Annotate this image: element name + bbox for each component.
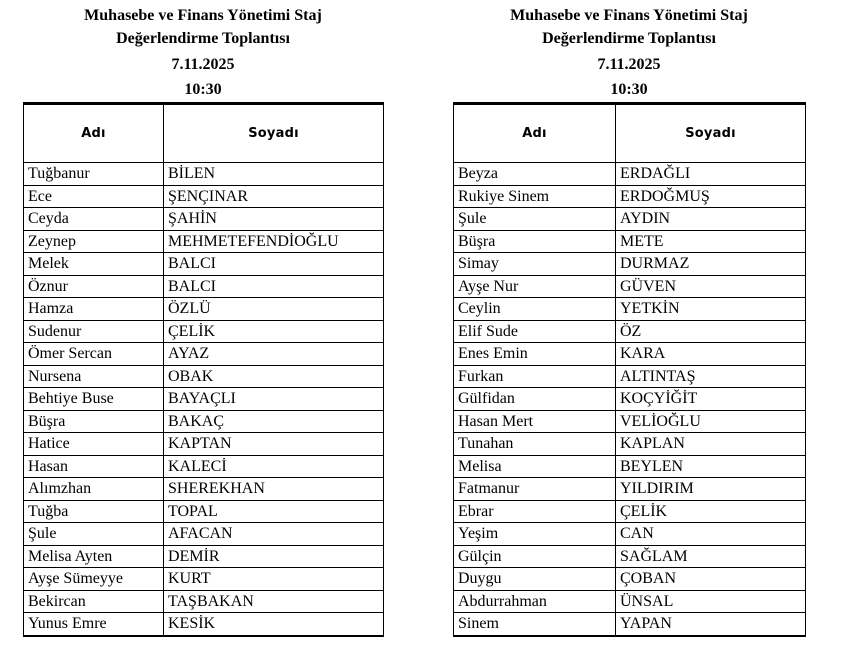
first-name-cell: Simay xyxy=(454,253,616,276)
meeting-date: 7.11.2025 xyxy=(597,56,661,73)
first-name-cell: Bekircan xyxy=(24,590,164,613)
first-name-cell: Fatmanur xyxy=(454,478,616,501)
last-name-cell: DEMİR xyxy=(164,545,384,568)
first-name-cell: Sinem xyxy=(454,613,616,636)
last-name-cell: SAĞLAM xyxy=(616,545,806,568)
last-name-cell: METE xyxy=(616,230,806,253)
table-row xyxy=(454,410,806,433)
first-name-cell: Zeynep xyxy=(24,230,164,253)
first-name-cell: Öznur xyxy=(24,275,164,298)
last-name-cell: ÇOBAN xyxy=(616,568,806,591)
attendee-table-body xyxy=(454,163,806,636)
last-name-cell: TAŞBAKAN xyxy=(164,590,384,613)
first-name-cell: Yunus Emre xyxy=(24,613,164,636)
table-row xyxy=(24,343,384,366)
first-name-cell: Hatice xyxy=(24,433,164,456)
table-row xyxy=(454,478,806,501)
first-name-cell: Beyza xyxy=(454,163,616,186)
last-name-cell: ÖZ xyxy=(616,320,806,343)
first-name-cell: Hasan Mert xyxy=(454,410,616,433)
last-name-cell: ÇELİK xyxy=(616,500,806,523)
first-name-cell: Ebrar xyxy=(454,500,616,523)
table-row xyxy=(454,275,806,298)
first-name-cell: Melek xyxy=(24,253,164,276)
first-name-cell: Duygu xyxy=(454,568,616,591)
first-name-cell: Sudenur xyxy=(24,320,164,343)
column-header-adi: Adı xyxy=(24,104,164,163)
meeting-title-line2: Değerlendirme Toplantısı xyxy=(116,30,290,47)
first-name-cell: Rukiye Sinem xyxy=(454,185,616,208)
last-name-cell: KURT xyxy=(164,568,384,591)
meeting-date: 7.11.2025 xyxy=(171,56,235,73)
last-name-cell: BAYAÇLI xyxy=(164,388,384,411)
table-row xyxy=(24,253,384,276)
first-name-cell: Tunahan xyxy=(454,433,616,456)
last-name-cell: BALCI xyxy=(164,253,384,276)
table-row xyxy=(454,433,806,456)
table-row xyxy=(454,253,806,276)
table-row xyxy=(24,613,384,636)
meeting-title xyxy=(453,4,805,50)
table-row xyxy=(454,163,806,186)
attendee-table xyxy=(453,102,806,637)
first-name-cell: Gülçin xyxy=(454,545,616,568)
last-name-cell: AFACAN xyxy=(164,523,384,546)
table-row xyxy=(24,545,384,568)
column-header-soyadi: Soyadı xyxy=(164,104,384,163)
table-row xyxy=(24,388,384,411)
first-name-cell: Yeşim xyxy=(454,523,616,546)
last-name-cell: VELİOĞLU xyxy=(616,410,806,433)
table-row xyxy=(24,433,384,456)
last-name-cell: ŞENÇINAR xyxy=(164,185,384,208)
first-name-cell: Ceylin xyxy=(454,298,616,321)
last-name-cell: SHEREKHAN xyxy=(164,478,384,501)
first-name-cell: Tuğbanur xyxy=(24,163,164,186)
last-name-cell: ŞAHİN xyxy=(164,208,384,231)
table-row xyxy=(454,568,806,591)
table-row xyxy=(24,320,384,343)
last-name-cell: YAPAN xyxy=(616,613,806,636)
attendee-table xyxy=(23,102,384,637)
table-row xyxy=(24,230,384,253)
last-name-cell: ÜNSAL xyxy=(616,590,806,613)
first-name-cell: Alımzhan xyxy=(24,478,164,501)
last-name-cell: ALTINTAŞ xyxy=(616,365,806,388)
last-name-cell: KARA xyxy=(616,343,806,366)
last-name-cell: KAPTAN xyxy=(164,433,384,456)
first-name-cell: Hasan xyxy=(24,455,164,478)
first-name-cell: Abdurrahman xyxy=(454,590,616,613)
last-name-cell: ÇELİK xyxy=(164,320,384,343)
header-row xyxy=(454,104,806,163)
first-name-cell: Ece xyxy=(24,185,164,208)
last-name-cell: AYDIN xyxy=(616,208,806,231)
table-row xyxy=(24,568,384,591)
table-row xyxy=(454,230,806,253)
first-name-cell: Ceyda xyxy=(24,208,164,231)
first-name-cell: Furkan xyxy=(454,365,616,388)
last-name-cell: BİLEN xyxy=(164,163,384,186)
last-name-cell: BEYLEN xyxy=(616,455,806,478)
table-row xyxy=(24,478,384,501)
first-name-cell: Enes Emin xyxy=(454,343,616,366)
table-row xyxy=(454,208,806,231)
table-row xyxy=(454,343,806,366)
meeting-time: 10:30 xyxy=(610,81,648,98)
table-row xyxy=(24,455,384,478)
first-name-cell: Melisa Ayten xyxy=(24,545,164,568)
table-row xyxy=(454,590,806,613)
last-name-cell: ÖZLÜ xyxy=(164,298,384,321)
meeting-title xyxy=(23,4,383,50)
last-name-cell: ERDAĞLI xyxy=(616,163,806,186)
header-row xyxy=(24,104,384,163)
table-row xyxy=(24,163,384,186)
table-row xyxy=(454,320,806,343)
last-name-cell: DURMAZ xyxy=(616,253,806,276)
first-name-cell: Büşra xyxy=(454,230,616,253)
meeting-time: 10:30 xyxy=(184,81,222,98)
table-row xyxy=(24,410,384,433)
last-name-cell: BALCI xyxy=(164,275,384,298)
first-name-cell: Hamza xyxy=(24,298,164,321)
last-name-cell: ERDOĞMUŞ xyxy=(616,185,806,208)
last-name-cell: AYAZ xyxy=(164,343,384,366)
first-name-cell: Büşra xyxy=(24,410,164,433)
table-row xyxy=(24,365,384,388)
table-row xyxy=(454,523,806,546)
table-row xyxy=(454,613,806,636)
meeting-panel-right xyxy=(453,0,805,637)
first-name-cell: Ayşe Sümeyye xyxy=(24,568,164,591)
table-row xyxy=(24,275,384,298)
last-name-cell: OBAK xyxy=(164,365,384,388)
table-row xyxy=(24,298,384,321)
last-name-cell: YETKİN xyxy=(616,298,806,321)
meeting-title-line2: Değerlendirme Toplantısı xyxy=(542,30,716,47)
first-name-cell: Ayşe Nur xyxy=(454,275,616,298)
first-name-cell: Behtiye Buse xyxy=(24,388,164,411)
column-header-soyadi: Soyadı xyxy=(616,104,806,163)
first-name-cell: Ömer Sercan xyxy=(24,343,164,366)
table-row xyxy=(24,185,384,208)
table-row xyxy=(24,523,384,546)
first-name-cell: Melisa xyxy=(454,455,616,478)
last-name-cell: YILDIRIM xyxy=(616,478,806,501)
last-name-cell: BAKAÇ xyxy=(164,410,384,433)
meeting-title-line1: Muhasebe ve Finans Yönetimi Staj xyxy=(510,7,748,24)
last-name-cell: KOÇYİĞİT xyxy=(616,388,806,411)
last-name-cell: GÜVEN xyxy=(616,275,806,298)
last-name-cell: KALECİ xyxy=(164,455,384,478)
first-name-cell: Tuğba xyxy=(24,500,164,523)
column-header-adi: Adı xyxy=(454,104,616,163)
last-name-cell: KAPLAN xyxy=(616,433,806,456)
table-row xyxy=(24,500,384,523)
table-row xyxy=(454,388,806,411)
first-name-cell: Nursena xyxy=(24,365,164,388)
first-name-cell: Şule xyxy=(24,523,164,546)
table-row xyxy=(24,590,384,613)
table-row xyxy=(454,455,806,478)
first-name-cell: Gülfidan xyxy=(454,388,616,411)
table-row xyxy=(454,500,806,523)
table-row xyxy=(24,208,384,231)
meeting-title-line1: Muhasebe ve Finans Yönetimi Staj xyxy=(84,7,322,24)
last-name-cell: MEHMETEFENDİOĞLU xyxy=(164,230,384,253)
table-row xyxy=(454,545,806,568)
last-name-cell: TOPAL xyxy=(164,500,384,523)
first-name-cell: Şule xyxy=(454,208,616,231)
first-name-cell: Elif Sude xyxy=(454,320,616,343)
meeting-panel-left xyxy=(23,0,383,637)
last-name-cell: KESİK xyxy=(164,613,384,636)
attendee-table-body xyxy=(24,163,384,636)
last-name-cell: CAN xyxy=(616,523,806,546)
table-row xyxy=(454,365,806,388)
table-row xyxy=(454,185,806,208)
table-row xyxy=(454,298,806,321)
